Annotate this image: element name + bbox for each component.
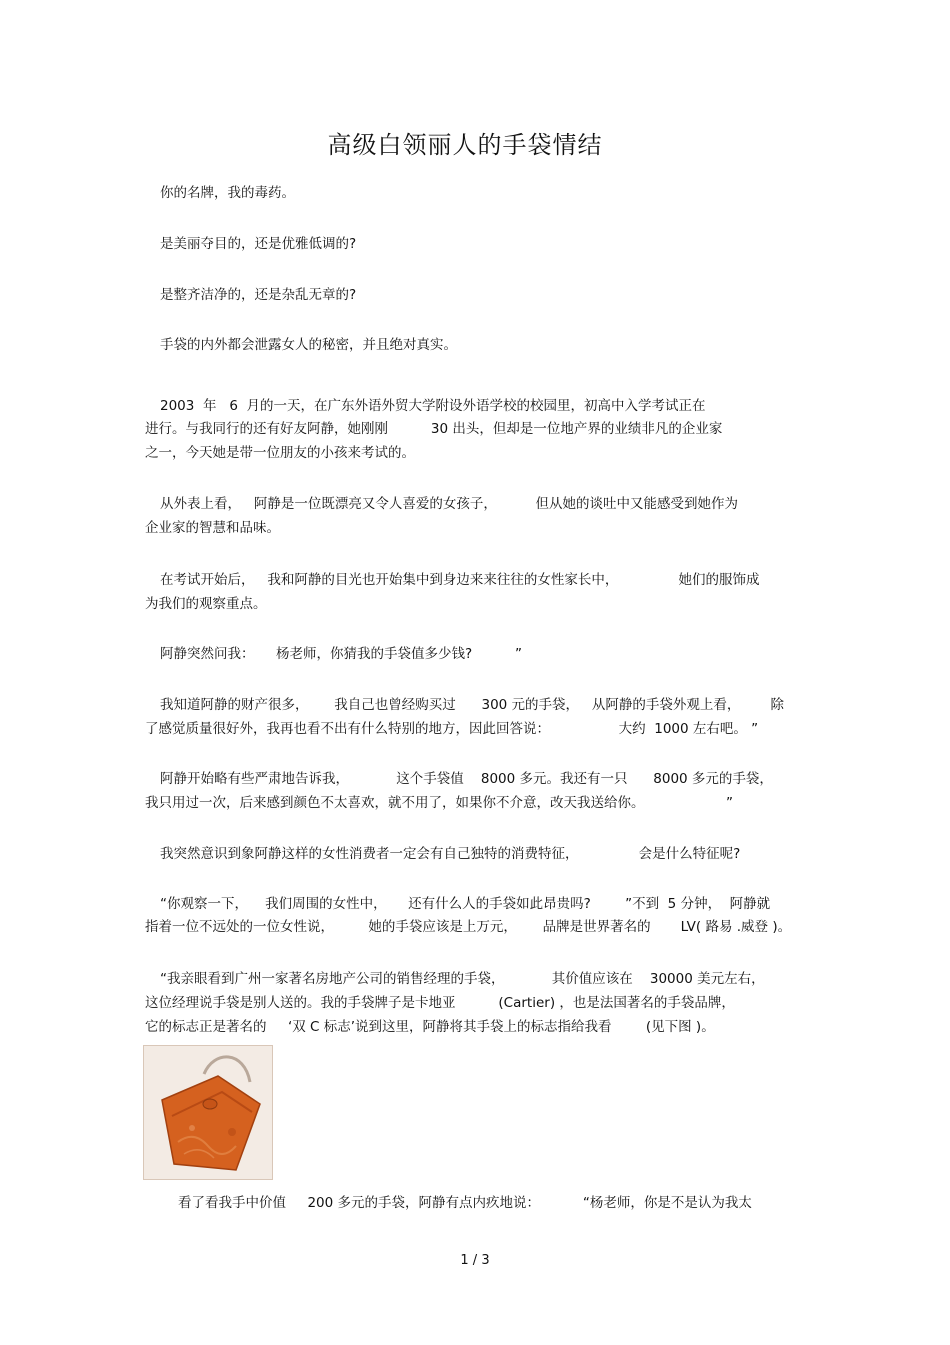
- paragraph-line: “你观察一下， 我们周围的女性中， 还有什么人的手袋如此昂贵吗? ”不到 5 分钟， 阿静就: [160, 896, 771, 912]
- paragraph-line: 从外表上看， 阿静是一位既漂亮又令人喜爱的女孩子， 但从她的谈吐中又能感受到她作为: [160, 496, 738, 512]
- paragraph-line: 2003 年 6 月的一天，在广东外语外贸大学附设外语学校的校园里，初高中入学考试正在: [160, 398, 706, 414]
- paragraph-line: 了感觉质量很好外，我再也看不出有什么特别的地方，因此回答说： 大约 1000 左右吧。 ”: [145, 721, 759, 737]
- document-title: 高级白领丽人的手袋情结: [327, 131, 603, 159]
- handbag-illustration: [144, 1046, 272, 1179]
- paragraph-line: 它的标志正是著名的 ‘双 C 标志’说到这里，阿静将其手袋上的标志指给我看 (见下图 )。: [145, 1019, 715, 1035]
- paragraph-line: 是整齐洁净的，还是杂乱无章的?: [160, 287, 357, 303]
- paragraph-line: 阿静突然问我： 杨老师，你猜我的手袋值多少钱? ”: [160, 646, 523, 662]
- paragraph-line: 进行。与我同行的还有好友阿静，她刚刚 30 出头，但却是一位地产界的业绩非凡的企业家: [145, 421, 723, 437]
- paragraph-line: 这位经理说手袋是别人送的。我的手袋牌子是卡地亚 (Cartier) ，也是法国著名的手袋品牌，: [145, 995, 735, 1011]
- paragraph-line: 企业家的智慧和品味。: [145, 520, 280, 536]
- paragraph-line: 是美丽夺目的，还是优雅低调的?: [160, 236, 357, 252]
- paragraph-line: 为我们的观察重点。: [145, 596, 267, 612]
- paragraph-line: 手袋的内外都会泄露女人的秘密，并且绝对真实。: [160, 337, 457, 353]
- paragraph-line: 阿静开始略有些严肃地告诉我， 这个手袋值 8000 多元。我还有一只 8000 多元的手袋，: [160, 771, 773, 787]
- paragraph-line: 我只用过一次，后来感到颜色不太喜欢，就不用了，如果你不介意，改天我送给你。 ”: [145, 795, 734, 811]
- handbag-photo: [143, 1045, 273, 1180]
- paragraph-line: 看了看我手中价值 200 多元的手袋，阿静有点内疚地说： “杨老师，你是不是认为我太: [178, 1195, 752, 1211]
- paragraph-line: 你的名牌，我的毒药。: [160, 185, 295, 201]
- paragraph-line: 我突然意识到象阿静这样的女性消费者一定会有自己独特的消费特征， 会是什么特征呢?: [160, 846, 741, 862]
- paragraph-line: 在考试开始后， 我和阿静的目光也开始集中到身边来来往往的女性家长中， 她们的服饰成: [160, 572, 760, 588]
- paragraph-line: 指着一位不远处的一位女性说， 她的手袋应该是上万元， 品牌是世界著名的 LV( 路易 .威登 )。: [145, 919, 792, 935]
- page-number: 1 / 3: [460, 1253, 490, 1268]
- paragraph-line: “我亲眼看到广州一家著名房地产公司的销售经理的手袋， 其价值应该在 30000 美元左右，: [160, 971, 765, 987]
- paragraph-line: 之一，今天她是带一位朋友的小孩来考试的。: [145, 445, 415, 461]
- paragraph-line: 我知道阿静的财产很多， 我自己也曾经购买过 300 元的手袋， 从阿静的手袋外观上看， 除: [160, 697, 784, 713]
